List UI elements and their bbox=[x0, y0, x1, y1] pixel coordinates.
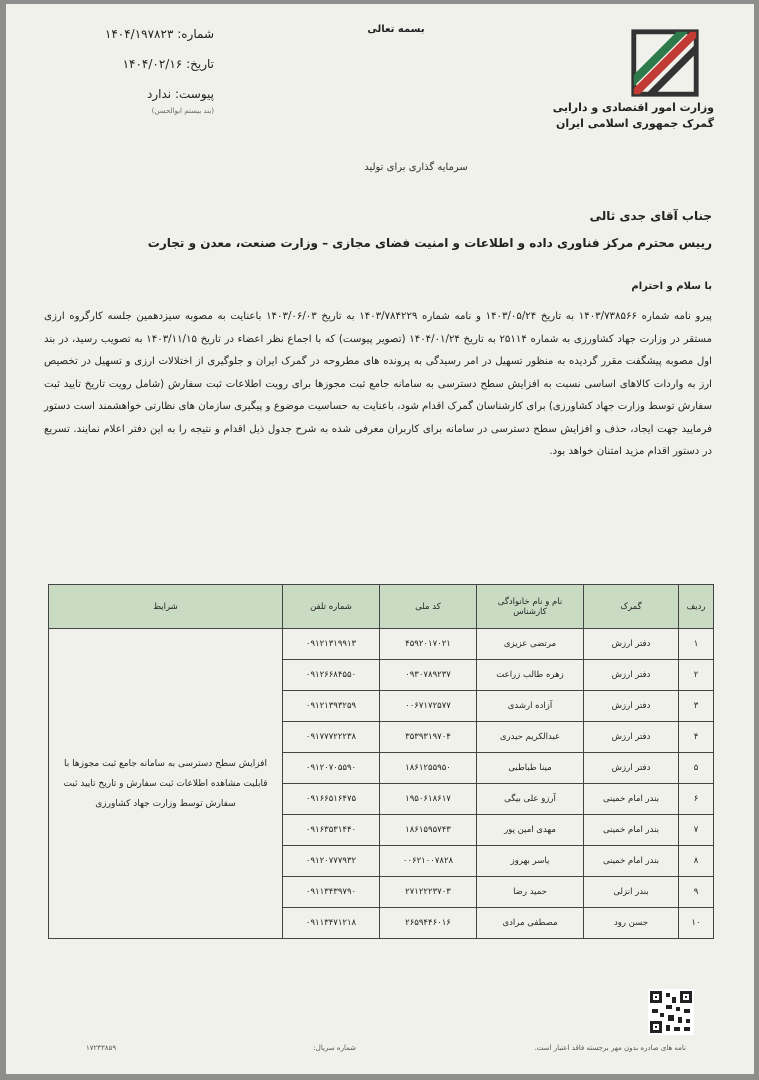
phone-cell: ۰۹۱۲۶۶۸۴۵۵۰ bbox=[283, 660, 380, 691]
number-label: شماره: bbox=[177, 27, 214, 41]
phone-cell: ۰۹۱۲۰۷۷۷۹۳۲ bbox=[283, 846, 380, 877]
row-number: ۱ bbox=[679, 629, 714, 660]
table-header-row bbox=[49, 585, 714, 629]
customs-cell: بندر انزلی bbox=[584, 877, 679, 908]
name-cell: زهره طالب زراعت bbox=[477, 660, 584, 691]
customs-logo-icon bbox=[626, 24, 704, 102]
name-cell: یاسر بهروز bbox=[477, 846, 584, 877]
national-code-cell: ۰۰۶۷۱۷۲۵۷۷ bbox=[380, 691, 477, 722]
org-line-2: گمرک جمهوری اسلامی ایران bbox=[555, 116, 714, 130]
attachment-value: ندارد bbox=[147, 87, 172, 101]
addressee: جناب آقای جدی ثالی bbox=[589, 209, 712, 223]
fine-print: (بند بیستم ابوالحسن) bbox=[151, 107, 214, 115]
addressee-title: رییس محترم مرکز فناوری داده و اطلاعات و امنیت فضای مجازی – وزارت صنعت، معدن و تجارت bbox=[147, 236, 712, 250]
letter-meta bbox=[54, 28, 214, 133]
attachment-label: پیوست: bbox=[174, 87, 214, 101]
name-cell: مرتضی عزیزی bbox=[477, 629, 584, 660]
phone-cell: ۰۹۱۲۰۷۰۵۵۹۰ bbox=[283, 753, 380, 784]
letter-attachment bbox=[54, 88, 214, 100]
header-phone: شماره تلفن bbox=[283, 585, 380, 629]
national-code-cell: ۰۰۶۲۱۰۰۷۸۲۸ bbox=[380, 846, 477, 877]
national-code-cell: ۲۷۱۲۲۲۳۷۰۳ bbox=[380, 877, 477, 908]
customs-cell: بندر امام خمینی bbox=[584, 846, 679, 877]
serial-label: شماره سریال: bbox=[313, 1044, 356, 1052]
customs-cell: دفتر ارزش bbox=[584, 722, 679, 753]
national-code-cell: ۲۶۵۹۴۴۶۰۱۶ bbox=[380, 908, 477, 939]
name-cell: آرزو علی بیگی bbox=[477, 784, 584, 815]
phone-cell: ۰۹۱۲۱۳۱۹۹۱۳ bbox=[283, 629, 380, 660]
header-name: نام و نام خانوادگی کارشناس bbox=[477, 585, 584, 629]
row-number: ۹ bbox=[679, 877, 714, 908]
phone-cell: ۰۹۱۱۳۴۳۹۷۹۰ bbox=[283, 877, 380, 908]
national-code-cell: ۱۸۶۱۵۹۵۷۴۳ bbox=[380, 815, 477, 846]
phone-cell: ۰۹۱۶۳۵۳۱۴۴۰ bbox=[283, 815, 380, 846]
customs-cell: جسن رود bbox=[584, 908, 679, 939]
header-row-number: ردیف bbox=[679, 585, 714, 629]
customs-cell: دفتر ارزش bbox=[584, 629, 679, 660]
date-value: ۱۴۰۴/۰۲/۱۶ bbox=[122, 57, 183, 71]
footer bbox=[86, 1044, 696, 1058]
customs-cell: دفتر ارزش bbox=[584, 691, 679, 722]
number-value: ۱۴۰۴/۱۹۷۸۲۳ bbox=[104, 27, 174, 41]
organization-name bbox=[514, 100, 714, 132]
name-cell: مینا طباطبی bbox=[477, 753, 584, 784]
greeting: با سلام و احترام bbox=[631, 281, 712, 292]
org-line-1: وزارت امور اقتصادی و دارایی bbox=[552, 101, 714, 114]
letter-number bbox=[54, 28, 214, 40]
footer-note: نامه های صادره بدون مهر برجسته فاقد اعتبار است. bbox=[534, 1044, 686, 1052]
name-cell: حمید رضا bbox=[477, 877, 584, 908]
customs-cell: بندر امام خمینی bbox=[584, 784, 679, 815]
qr-code-icon bbox=[648, 989, 694, 1035]
national-code-cell: ۳۵۳۹۳۱۹۷۰۴ bbox=[380, 722, 477, 753]
row-number: ۴ bbox=[679, 722, 714, 753]
header-national-code: کد ملی bbox=[380, 585, 477, 629]
serial-value: ۱۷۲۴۳۸۵۹ bbox=[86, 1044, 117, 1052]
row-number: ۵ bbox=[679, 753, 714, 784]
conditions-cell: افزایش سطح دسترسی به سامانه جامع ثبت مجوزها با قابلیت مشاهده اطلاعات ثبت سفارش و تاریخ تایید ثبت سفارش توسط وزارت جهاد کشاورزی bbox=[49, 629, 283, 939]
slogan: سرمایه گذاری برای تولید bbox=[364, 162, 468, 173]
phone-cell: ۰۹۱۷۷۷۲۲۲۳۸ bbox=[283, 722, 380, 753]
phone-cell: ۰۹۱۲۱۳۹۳۲۵۹ bbox=[283, 691, 380, 722]
phone-cell: ۰۹۱۱۳۴۷۱۲۱۸ bbox=[283, 908, 380, 939]
row-number: ۱۰ bbox=[679, 908, 714, 939]
customs-cell: بندر امام خمینی bbox=[584, 815, 679, 846]
name-cell: عبدالکریم حیدری bbox=[477, 722, 584, 753]
letter-page bbox=[6, 4, 754, 1074]
name-cell: مهدی امین پور bbox=[477, 815, 584, 846]
header-customs: گمرک bbox=[584, 585, 679, 629]
date-label: تاریخ: bbox=[186, 57, 214, 71]
row-number: ۷ bbox=[679, 815, 714, 846]
table-row bbox=[49, 629, 714, 660]
row-number: ۶ bbox=[679, 784, 714, 815]
basmala: بسمه تعالی bbox=[367, 24, 425, 35]
letter-body: پیرو نامه شماره ۱۴۰۳/۷۳۸۵۶۶ به تاریخ ۱۴۰۳/۰۵/۲۴ و نامه شماره ۱۴۰۳/۷۸۴۲۲۹ به تاریخ ۱۴۰۳/۰۶/۰۳ باعنایت به مصوبه سیزدهمین جلسه کارگروه ارزی مستقر در وزارت جهاد کشاورزی به شماره ۲۵۱۱۴ به تاریخ ۱۴۰۴/۰۱/۲۴ (تصویر پیوست) که با اجماع نظر اعضاء در تاریخ ۱۴۰۳/۱۱/۱۵ به تصویب رسید، در بند اول مصوبه پیشگفت مقرر گردیده به منظور تسهیل در امر رسیدگی به پرونده های مطروحه در گمرک ایران و جلوگیری از اختلالات ارزی و تسهیل در تخصیص ارز به واردات کالاهای اساسی نسبت به افزایش سطح دسترسی به سامانه جامع ثبت مجوزها برای رویت اطلاعات ثبت سفارش (شامل رویت تاریخ تایید ثبت سفارش توسط وزارت جهاد کشاورزی) برای کارشناسان گمرک اقدام شود، باعنایت به حساسیت موضوع و پیگیری سازمان های نظارتی خواهشمند است دستور فرمایید جهت ایجاد، حذف و افزایش سطح دسترسی در سامانه برای کاربران معرفی شده به شرح جدول ذیل اقدام و نتیجه را به این دفتر اعلام نمایند. تسریع در دستور اقدام مزید امتنان خواهد بود. bbox=[44, 311, 712, 457]
name-cell: مصطفی مرادی bbox=[477, 908, 584, 939]
national-code-cell: ۴۵۹۲۰۱۷۰۲۱ bbox=[380, 629, 477, 660]
row-number: ۳ bbox=[679, 691, 714, 722]
national-code-cell: ۰۹۳۰۷۸۹۲۳۷ bbox=[380, 660, 477, 691]
customs-cell: دفتر ارزش bbox=[584, 660, 679, 691]
users-table bbox=[48, 584, 714, 939]
name-cell: آزاده ارشدی bbox=[477, 691, 584, 722]
row-number: ۸ bbox=[679, 846, 714, 877]
row-number: ۲ bbox=[679, 660, 714, 691]
customs-cell: دفتر ارزش bbox=[584, 753, 679, 784]
national-code-cell: ۱۹۵۰۶۱۸۶۱۷ bbox=[380, 784, 477, 815]
phone-cell: ۰۹۱۶۶۵۱۶۴۷۵ bbox=[283, 784, 380, 815]
letter-date bbox=[54, 58, 214, 70]
national-code-cell: ۱۸۶۱۲۵۵۹۵۰ bbox=[380, 753, 477, 784]
header-conditions: شرایط bbox=[49, 585, 283, 629]
